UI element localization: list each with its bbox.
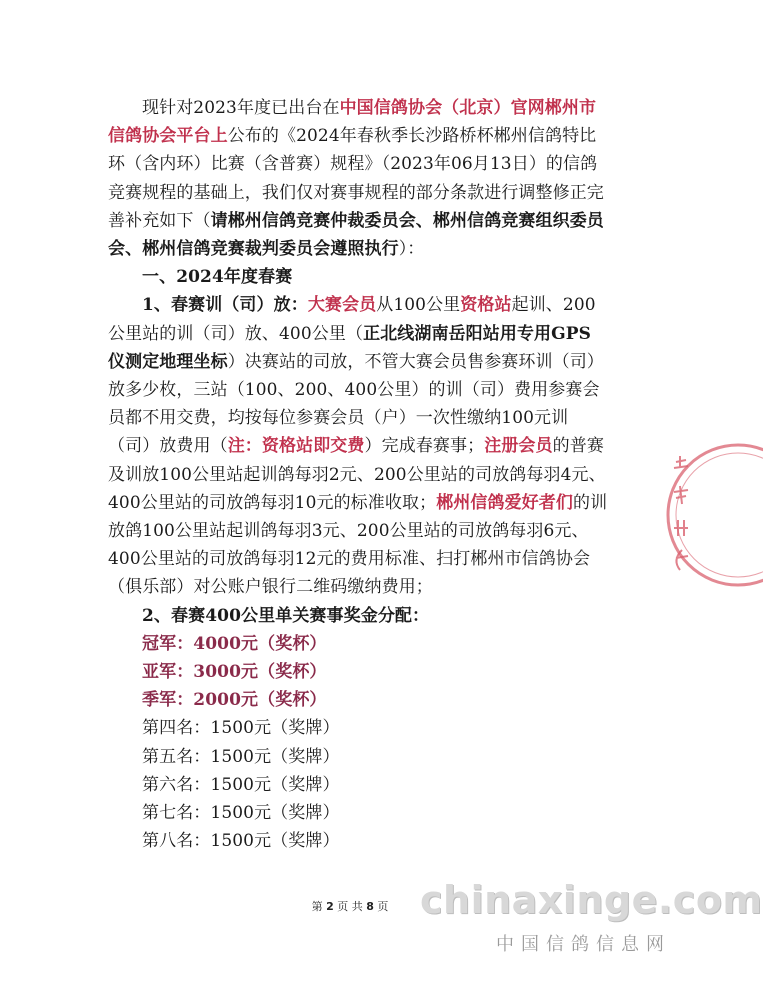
watermark-site-name: 中国信鸽信息网 <box>496 934 671 955</box>
prize-item: 季军：2000元（奖杯） <box>142 690 327 711</box>
prize-heading: 2、春赛400公里单关赛事奖金分配： <box>142 605 430 626</box>
footer-pre: 第 <box>311 900 323 913</box>
footer-mid: 页 共 <box>337 900 363 913</box>
intro-highlight-cxa: 中国信鸽协会（北京）官网 <box>339 98 545 118</box>
prize-item: 第八名：1500元（奖牌） <box>142 831 340 852</box>
prize-item: 第五名：1500元（奖牌） <box>142 746 340 767</box>
item1-text-1: 从100公里 <box>376 295 461 316</box>
item1-text-4: ）完成春赛事； <box>364 436 485 457</box>
seal-stamp-icon <box>660 440 700 590</box>
prize-item: 第四名：1500元（奖牌） <box>142 718 340 739</box>
prize-list <box>108 630 608 856</box>
prize-item: 第六名：1500元（奖牌） <box>142 774 340 795</box>
intro-text-2: 公布的《2024年春秋季长沙路桥杯郴州信鸽特比环（含内环）比赛（含普赛）规程》（2023年06月13日）的信鸽竞赛规程的基础上，我们仅对赛事规程的部分条款进行调整修正完善补充如下（ <box>108 126 604 231</box>
intro-bold-committees: 请郴州信鸽竞赛仲裁委员会、郴州信鸽竞赛组织委员会、郴州信鸽竞赛裁判委员会遵照执行 <box>108 210 604 260</box>
section-heading: 一、2024年度春赛 <box>142 267 293 288</box>
intro-paragraph <box>108 94 608 263</box>
item1-text-3: ）决赛站的司放，不管大赛会员售参赛环训（司）放多少枚，三站（100、200、400公里）的训（司）费用参赛会员都不用交费，均按每位参赛会员（户）一次性缴纳100元训（司）放费用（ <box>108 351 604 457</box>
intro-text-3: ）： <box>398 239 425 260</box>
item1-highlight-note: 注：资格站即交费 <box>227 436 365 457</box>
intro-highlight-chenzhou: 郴州市信鸽协会平台上 <box>108 98 597 147</box>
item1-text-6: 的训放鸽100公里站起训鸽每羽3元、200公里站的司放鸽每羽6元、400公里站的司放鸽每羽12元的费用标准、扫打郴州市信鸽协会（俱乐部）对公账户银行二维码缴纳费用； <box>108 492 608 598</box>
intro-text-1: 现针对2023年度已出台在 <box>142 98 340 118</box>
item1-label: 1、春赛训（司）放： <box>142 295 308 316</box>
document-body <box>108 94 608 855</box>
item1-highlight-registered: 注册会员 <box>484 436 553 457</box>
item1-text-2: 起训、200公里站的训（司）放、400公里（ <box>108 295 596 344</box>
item1-highlight-qualifier: 资格站 <box>460 295 512 316</box>
footer-post: 页 <box>377 900 389 913</box>
item1-highlight-members: 大赛会员 <box>307 295 377 316</box>
prize-item: 亚军：3000元（奖杯） <box>142 662 327 683</box>
footer-page-number: 2 <box>326 900 334 913</box>
footer-total-pages: 8 <box>366 900 374 913</box>
item1-bold-gps: 正北线湖南岳阳站用专用GPS仪测定地理坐标 <box>108 323 592 372</box>
prize-item: 冠军：4000元（奖杯） <box>142 633 327 654</box>
item1-text-5: 的普赛及训放100公里站起训鸽每羽2元、200公里站的司放鸽每羽4元、400公里站的司放鸽每羽10元的标准收取； <box>108 436 606 513</box>
item1-highlight-enthusiasts: 郴州信鸽爱好者们 <box>436 492 573 513</box>
item1-paragraph <box>108 291 608 601</box>
watermark-domain: chinaxinge.com <box>420 878 763 922</box>
prize-item: 第七名：1500元（奖牌） <box>142 803 340 824</box>
